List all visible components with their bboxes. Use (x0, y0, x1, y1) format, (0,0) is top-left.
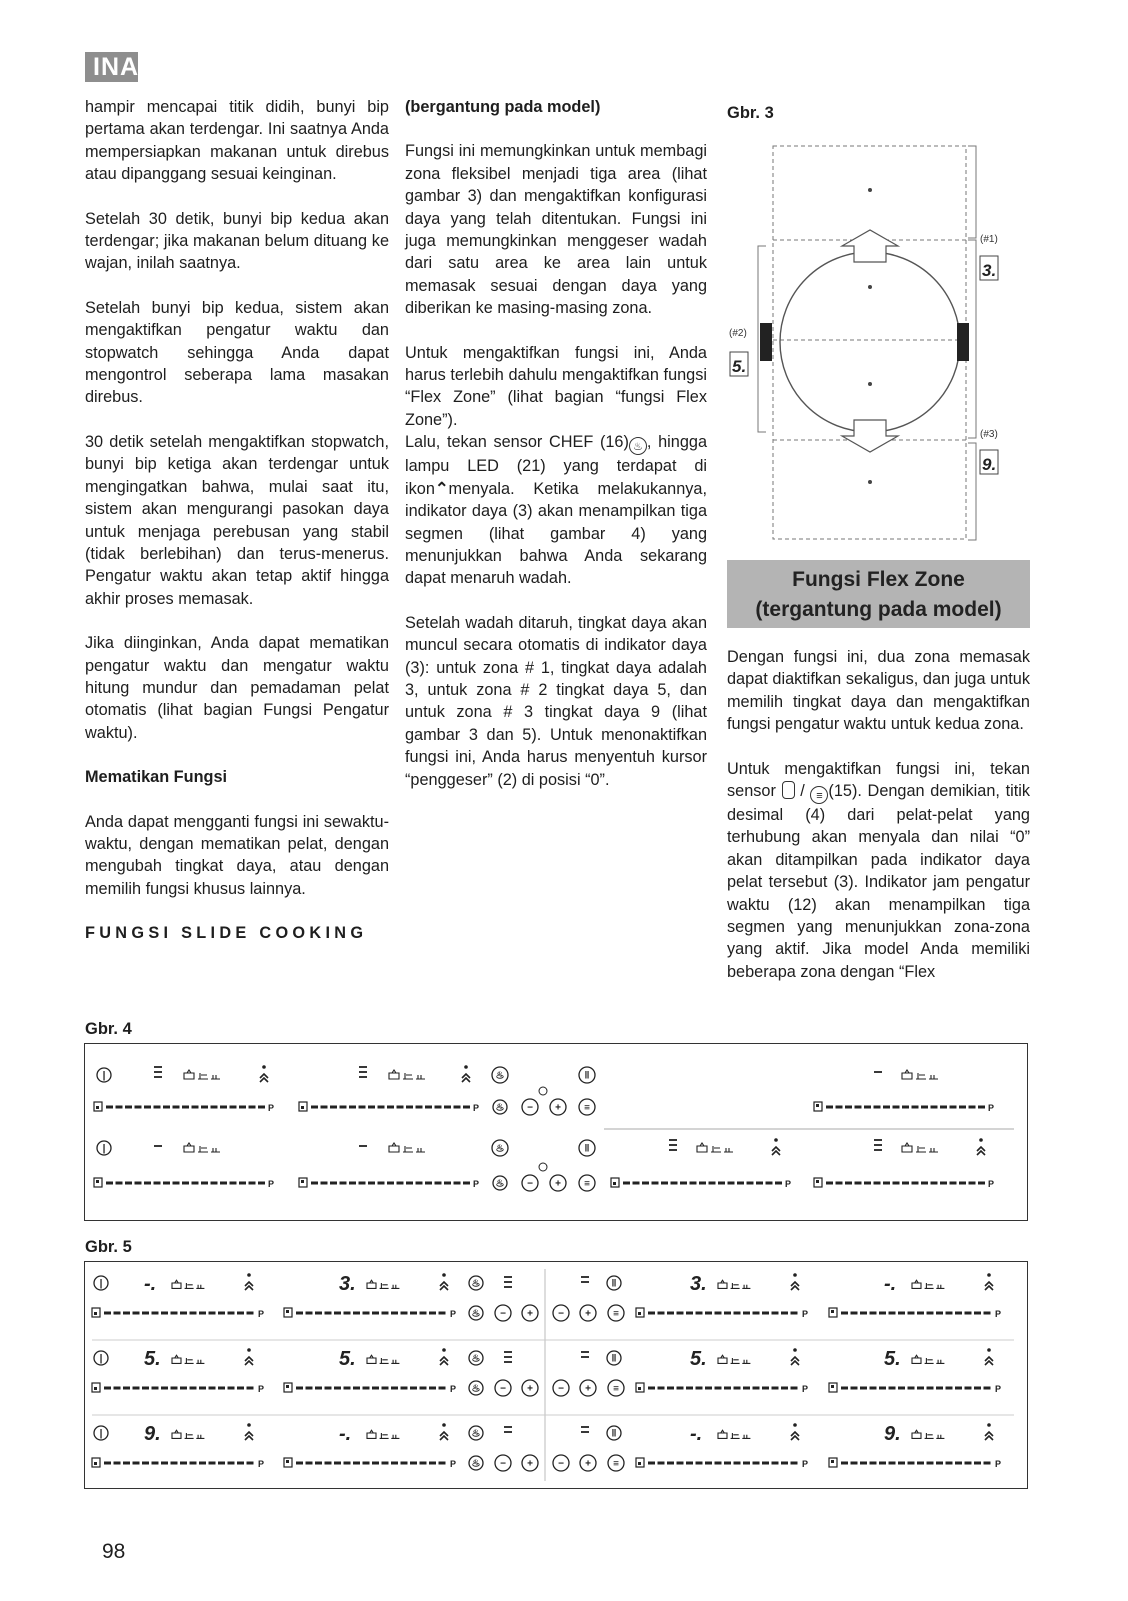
slider-end-label: P (268, 1103, 275, 1113)
slider-start-mark (816, 1104, 819, 1107)
power-level-display: -. (884, 1273, 897, 1295)
chef-sensor-icon-glyph: ♨ (471, 1428, 481, 1440)
text-run: Untuk mengaktifkan fungsi ini, tekan sensor (727, 759, 1030, 801)
slider-end-label: P (473, 1103, 480, 1113)
led-dot (987, 1348, 991, 1352)
slider-start-mark (638, 1312, 641, 1315)
paragraph: Anda dapat mengganti fungsi ini sewaktu-waktu, dengan mematikan pelat, dengan mengubah tingkat daya, atau dengan memilih fungsi khusus lainnya. (85, 812, 389, 898)
paragraph: Setelah 30 detik, bunyi bip kedua akan terdengar; jika makanan belum dituang ke wajan, inilah saatnya. (85, 209, 389, 273)
slider-start-mark (638, 1387, 641, 1390)
slider-start-mark (94, 1387, 97, 1390)
figure-label: Gbr. 5 (85, 1238, 132, 1256)
slider-start-mark (301, 1106, 304, 1109)
slider-start-mark (96, 1180, 99, 1183)
power-level-display: 3. (339, 1273, 356, 1295)
figure-label: Gbr. 4 (85, 1020, 132, 1038)
section-heading-box (727, 560, 1030, 628)
language-tab: INA (85, 52, 138, 82)
slider-start-mark (831, 1310, 834, 1313)
plus-button-icon-glyph: + (555, 1178, 561, 1190)
power-level-display: -. (144, 1273, 157, 1295)
slider-start-mark (96, 1106, 99, 1109)
chef-icon-glyph: ♨ (495, 1102, 505, 1114)
heading-line: Fungsi Flex Zone (792, 568, 965, 591)
slider-end-label: P (995, 1309, 1002, 1319)
zone-label: (#2) (729, 328, 747, 339)
led-dot (247, 1348, 251, 1352)
slider-end-label: P (473, 1179, 480, 1189)
section-heading: Mematikan Fungsi (85, 768, 228, 787)
zone-power-value: 9. (982, 455, 997, 474)
led-dot (247, 1423, 251, 1427)
slider-end-label: P (802, 1459, 809, 1469)
pause-button-icon-glyph: ‖ (611, 1428, 617, 1440)
power-level-display: 5. (884, 1348, 901, 1370)
power-level-display: -. (339, 1423, 352, 1445)
plus-button-icon-glyph: + (585, 1308, 591, 1320)
flex-zone-diagram (724, 140, 1024, 545)
section-heading: (bergantung pada model) (405, 98, 601, 116)
chef-sensor-icon-glyph: ♨ (495, 1070, 505, 1082)
power-button-icon-glyph: | (99, 1278, 103, 1290)
slider-end-label: P (258, 1309, 265, 1319)
power-level-display: 5. (339, 1348, 356, 1370)
minus-button-icon-glyph: − (558, 1308, 564, 1320)
power-button-icon-glyph: | (102, 1143, 106, 1155)
paragraph: hampir mencapai titik didih, bunyi bip pertama akan terdengar. Ini saatnya Anda mempersiapkan makanan untuk direbus atau dipanggang sesuai keinginan. (85, 98, 389, 184)
column-right (727, 646, 1030, 983)
slider-end-label: P (258, 1384, 265, 1394)
power-level-display: 5. (144, 1348, 161, 1370)
minus-button-icon-glyph: − (527, 1102, 533, 1114)
slider-end-label: P (988, 1103, 995, 1113)
minus-button-icon-glyph: − (558, 1383, 564, 1395)
chef-icon-glyph: ♨ (471, 1308, 481, 1320)
slider-end-label: P (450, 1459, 457, 1469)
paragraph: Fungsi ini memungkinkan untuk membagi zona fleksibel menjadi tiga area (lihat gambar 3) dan mengaktifkan konfigurasi daya yang telah ditentukan. Fungsi ini juga memungkinkan menggeser wadah dari satu area ke area lain untuk memasak sesuai dengan daya yang diberikan ke masing-masing zona. (405, 142, 707, 318)
minus-button-icon-glyph: − (500, 1383, 506, 1395)
plus-button-icon-glyph: + (527, 1383, 533, 1395)
chef-icon: ♨ (629, 437, 647, 455)
paragraph: Setelah bunyi bip kedua, sistem akan mengaktifkan pengatur waktu dan stopwatch sehingga Anda dapat mengontrol seberapa lama masakan direbus. (85, 298, 389, 407)
chef-icon-glyph: ♨ (495, 1178, 505, 1190)
slider-end-label: P (785, 1179, 792, 1189)
figure-4-control-panel (84, 1043, 1028, 1221)
paragraph: Untuk mengaktifkan fungsi ini, Anda harus terlebih dahulu mengaktifkan fungsi “Flex Zone” (lihat bagian “fungsi Flex Zone”). (405, 343, 707, 429)
pause-button-icon-glyph: ‖ (584, 1070, 590, 1082)
chef-icon-glyph: ♨ (471, 1383, 481, 1395)
flex-sensor-icon-glyph: ≡ (613, 1458, 619, 1470)
column-middle (405, 96, 707, 813)
chevron-up-icon: ⌃ (434, 479, 449, 498)
paragraph (727, 758, 1030, 984)
slider-end-label: P (802, 1384, 809, 1394)
page-number: 98 (102, 1540, 126, 1563)
slider-start-mark (831, 1460, 834, 1463)
led-dot (442, 1348, 446, 1352)
slider-end-label: P (802, 1309, 809, 1319)
zone-power-value: 5. (732, 357, 747, 376)
chef-icon-glyph: ♨ (471, 1458, 481, 1470)
slider-start-mark (831, 1385, 834, 1388)
slider-end-label: P (450, 1309, 457, 1319)
led-dot (793, 1423, 797, 1427)
power-button-icon-glyph: | (99, 1428, 103, 1440)
slider-start-mark (613, 1182, 616, 1185)
text-run: (15). Dengan demikian, titik desimal (4) dari pelat-pelat yang terhubung akan menyala dan nilai “0” akan ditampilkan pada indikator daya pelat tersebut (3). Indikator jam pengatur waktu (12) akan menampilkan tiga segmen yang menunjukkan zona-zona yang aktif. Jika model Anda memiliki beberapa zona dengan “Flex (727, 782, 1031, 981)
slider-end-label: P (995, 1459, 1002, 1469)
power-level-display: 5. (690, 1348, 707, 1370)
paragraph: Dengan fungsi ini, dua zona memasak dapat diaktifkan sekaligus, dan juga untuk memilih tingkat daya dan mengaktifkan fungsi pengatur waktu untuk kedua zona. (727, 648, 1030, 734)
flex-sensor-icon-glyph: ≡ (613, 1383, 619, 1395)
slider-end-label: P (268, 1179, 275, 1189)
chef-sensor-icon-glyph: ♨ (471, 1353, 481, 1365)
slider-start-mark (286, 1310, 289, 1313)
power-level-display: -. (690, 1423, 703, 1445)
zone-label: (#1) (980, 234, 998, 245)
flex-zone-icon (782, 781, 795, 799)
slider-end-label: P (450, 1384, 457, 1394)
plus-button-icon-glyph: + (555, 1102, 561, 1114)
column-left (85, 96, 389, 945)
text-run: / (800, 782, 805, 801)
zone-label: (#3) (980, 429, 998, 440)
minus-button-icon-glyph: − (558, 1458, 564, 1470)
slider-start-mark (94, 1462, 97, 1465)
led-dot (793, 1348, 797, 1352)
slider-start-mark (638, 1462, 641, 1465)
led-dot (987, 1423, 991, 1427)
pause-button-icon-glyph: ‖ (611, 1353, 617, 1365)
plus-button-icon-glyph: + (527, 1308, 533, 1320)
flex-sensor-icon: ≡ (810, 786, 828, 804)
power-level-display: 9. (144, 1423, 161, 1445)
flex-sensor-icon-glyph: ≡ (613, 1308, 619, 1320)
heading-line: (tergantung pada model) (755, 598, 1002, 621)
flex-sensor-icon-glyph: ≡ (584, 1178, 590, 1190)
section-heading: FUNGSI SLIDE COOKING (85, 924, 368, 943)
text-run: Lalu, tekan sensor CHEF (16) (405, 433, 629, 452)
slider-start-mark (286, 1385, 289, 1388)
led-dot (442, 1273, 446, 1277)
figure-label: Gbr. 3 (727, 104, 774, 122)
minus-button-icon-glyph: − (500, 1308, 506, 1320)
led-dot (464, 1065, 468, 1069)
slider-start-mark (286, 1460, 289, 1463)
led-dot (979, 1138, 983, 1142)
slider-end-label: P (995, 1384, 1002, 1394)
led-dot (442, 1423, 446, 1427)
led-dot (247, 1273, 251, 1277)
chef-sensor-icon-glyph: ♨ (471, 1278, 481, 1290)
paragraph: Setelah wadah ditaruh, tingkat daya akan muncul secara otomatis di indikator daya (3): untuk zona # 1, tingkat daya adalah 3, untuk zona # 2 tingkat daya 5, dan untuk zona # 3 tingkat daya 9 (lihat gambar 3 dan 5). Untuk menonaktifkan fungsi ini, Anda harus menyentuh kursor “penggeser” (2) di posisi “0”. (405, 613, 707, 789)
slider-end-label: P (258, 1459, 265, 1469)
led-dot (774, 1138, 778, 1142)
plus-button-icon-glyph: + (585, 1383, 591, 1395)
minus-button-icon-glyph: − (527, 1178, 533, 1190)
slider-start-mark (301, 1180, 304, 1183)
paragraph (405, 431, 707, 589)
power-level-display: 9. (884, 1423, 901, 1445)
plus-button-icon-glyph: + (585, 1458, 591, 1470)
chef-sensor-icon-glyph: ♨ (495, 1143, 505, 1155)
power-button-icon-glyph: | (99, 1353, 103, 1365)
power-button-icon-glyph: | (102, 1070, 106, 1082)
plus-button-icon-glyph: + (527, 1458, 533, 1470)
led-dot (987, 1273, 991, 1277)
slider-start-mark (816, 1180, 819, 1183)
power-level-display: 3. (690, 1273, 707, 1295)
minus-button-icon-glyph: − (500, 1458, 506, 1470)
led-dot (793, 1273, 797, 1277)
flex-sensor-icon-glyph: ≡ (584, 1102, 590, 1114)
paragraph: Jika diinginkan, Anda dapat mematikan pengatur waktu dan mengatur waktu hitung mundur dan pemadaman pelat otomatis (lihat bagian Fungsi Pengatur waktu). (85, 634, 389, 742)
figure-5-control-panel (84, 1261, 1028, 1489)
slider-start-mark (94, 1312, 97, 1315)
slider-end-label: P (988, 1179, 995, 1189)
led-dot (262, 1065, 266, 1069)
paragraph: 30 detik setelah mengaktifkan stopwatch, bunyi bip ketiga akan terdengar untuk mengingatkan bahwa, mulai saat itu, sistem akan mengurangi pasokan daya untuk menjaga perebusan yang stabil (tidak berlebihan) dan terus-menerus. Pengatur waktu akan tetap aktif hingga akhir proses memasak. (85, 432, 389, 608)
text-run: menyala. Ketika melakukannya, indikator daya (3) akan menampilkan tiga segmen (lihat gambar 4) yang menunjukkan bahwa Anda sekarang dapat menaruh wadah. (405, 479, 707, 588)
pause-button-icon-glyph: ‖ (584, 1143, 590, 1155)
pause-button-icon-glyph: ‖ (611, 1278, 617, 1290)
text-run: , hingga lampu LED (21) yang terdapat di ikon (405, 433, 707, 498)
zone-power-value: 3. (982, 261, 997, 280)
